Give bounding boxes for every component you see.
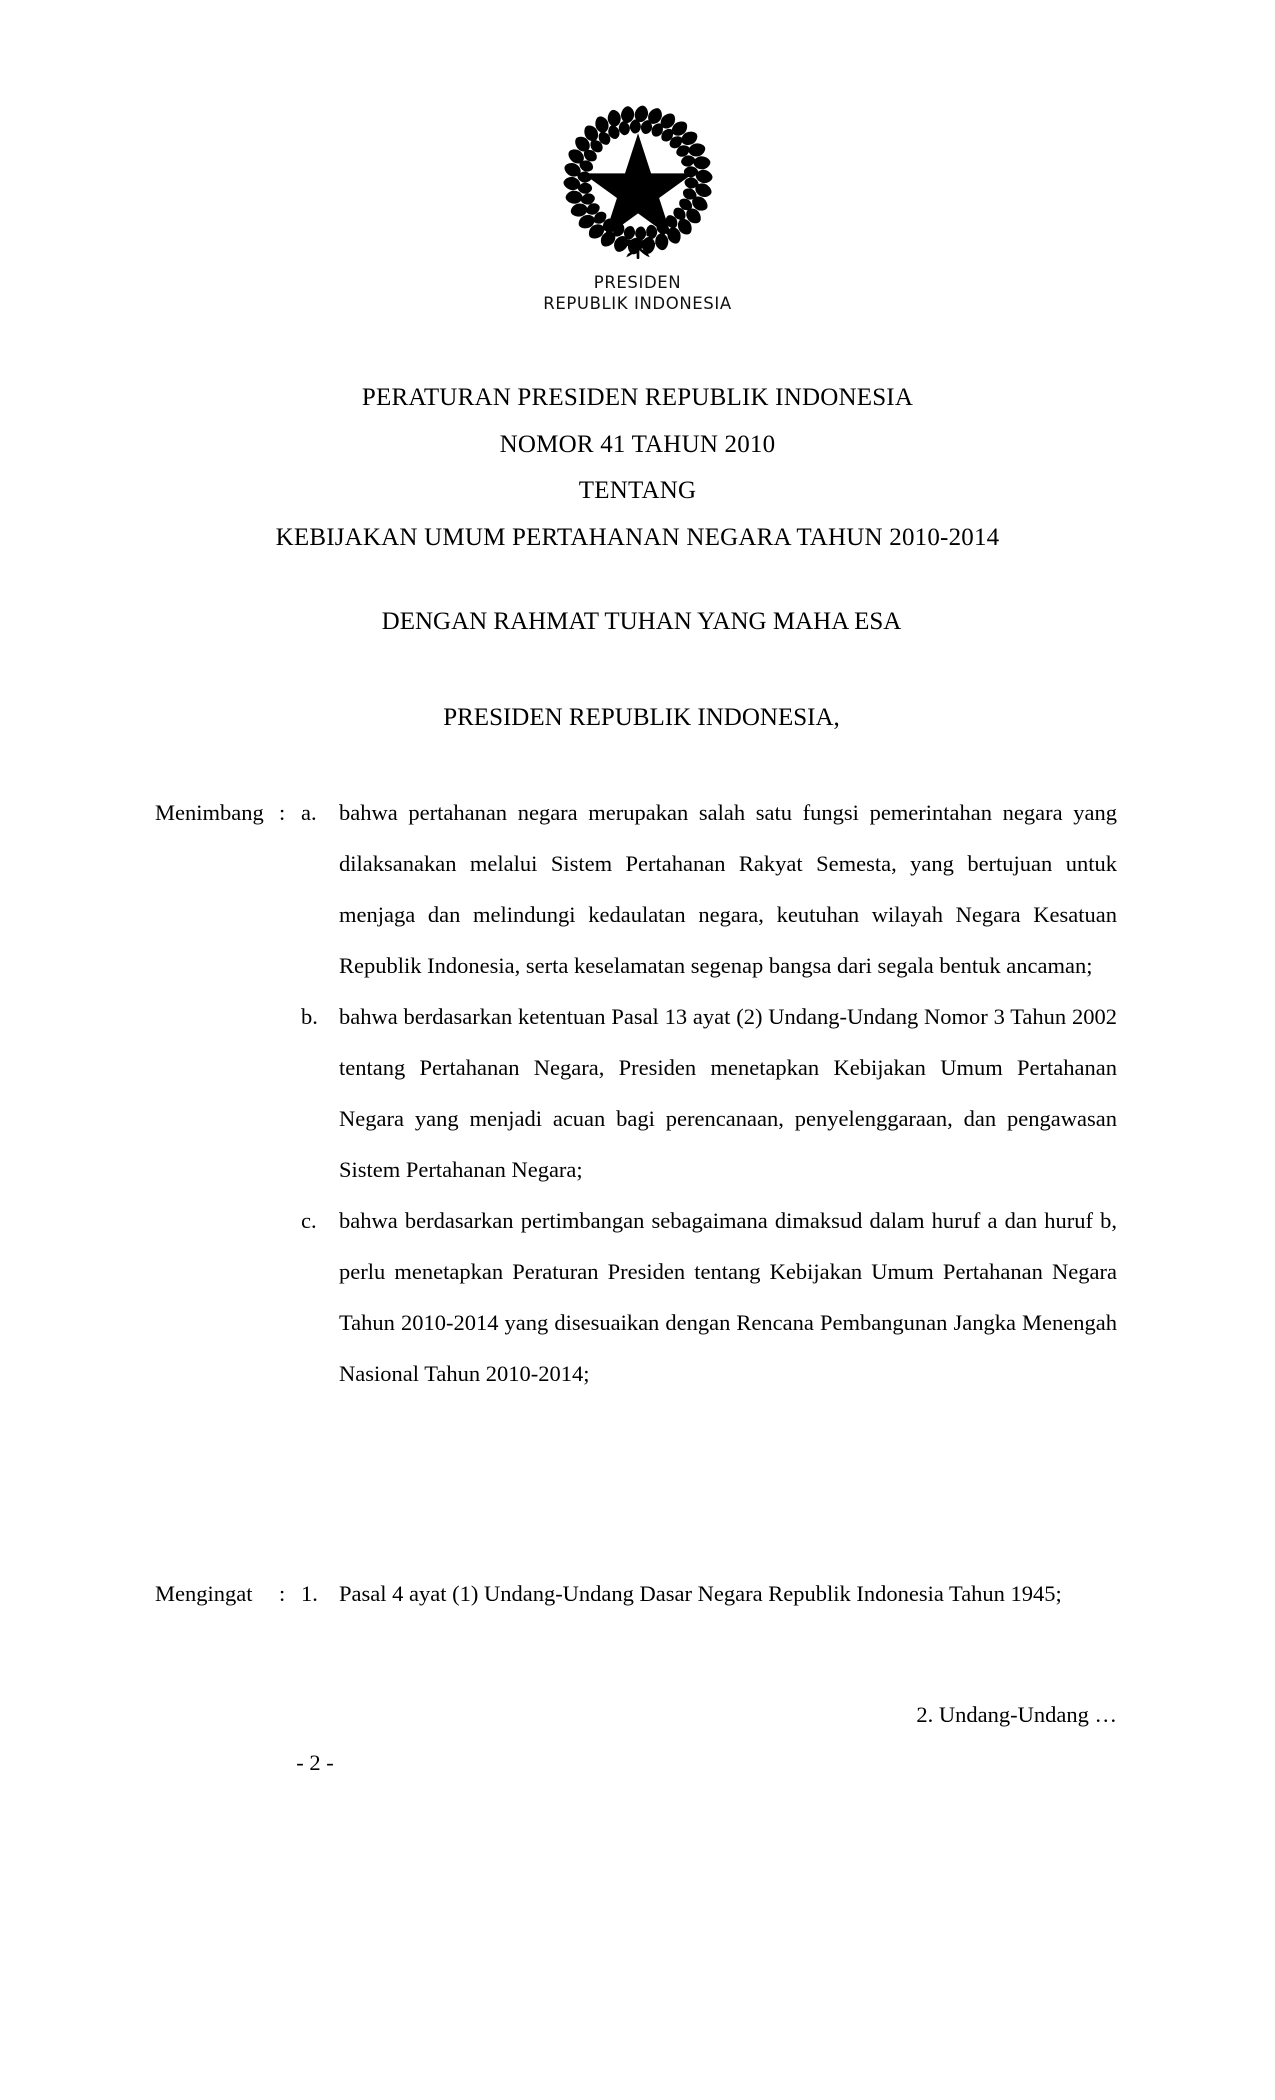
menimbang-item-a [155, 787, 1117, 991]
letterhead-line-presiden: PRESIDEN [593, 273, 682, 292]
letterhead-caption [0, 272, 1275, 314]
mengingat-text-1: Pasal 4 ayat (1) Undang-Undang Dasar Negara Republik Indonesia Tahun 1945; [339, 1581, 1062, 1606]
menimbang-label: Menimbang [155, 800, 264, 825]
mengingat-colon: : [279, 1581, 286, 1606]
title-subject: KEBIJAKAN UMUM PERTAHANAN NEGARA TAHUN 2010-2014 [275, 523, 1000, 551]
mengingat-label: Mengingat [155, 1581, 253, 1606]
menimbang-colon: : [279, 800, 286, 825]
mengingat-section [155, 1568, 1117, 1619]
menimbang-marker-a: a. [301, 800, 317, 825]
menimbang-item-c [301, 1195, 1117, 1399]
title-regulation-type: PERATURAN PRESIDEN REPUBLIK INDONESIA [361, 384, 914, 411]
menimbang-text-c: bahwa berdasarkan pertimbangan sebagaimana dimaksud dalam huruf a dan huruf b, perlu menetapkan Peraturan Presiden tentang Kebijakan Umum Pertahanan Negara Tahun 2010-2014 yang disesuaikan dengan Rencana Pembangunan Jangka Menengah Nasional Tahun 2010-2014; [339, 1208, 1117, 1386]
letterhead [0, 96, 1275, 314]
invocation-blessing: DENGAN RAHMAT TUHAN YANG MAHA ESA [381, 608, 902, 635]
title-about-label: TENTANG [578, 477, 697, 504]
invocation-block [0, 605, 1275, 735]
menimbang-item-b [301, 991, 1117, 1195]
letterhead-line-republik-indonesia: REPUBLIK INDONESIA [543, 294, 732, 313]
menimbang-marker-b: b. [301, 1004, 318, 1029]
title-number-year: NOMOR 41 TAHUN 2010 [499, 430, 776, 458]
page-number-text: - 2 - [296, 1750, 334, 1775]
continuation-note: 2. Undang-Undang … [916, 1702, 1117, 1727]
mengingat-item-1 [155, 1568, 1117, 1619]
presidential-seal-icon [554, 96, 722, 264]
menimbang-section [155, 787, 1117, 1399]
menimbang-text-b: bahwa berdasarkan ketentuan Pasal 13 ayat (2) Undang-Undang Nomor 3 Tahun 2002 tentang Pertahanan Negara, Presiden menetapkan Kebijakan Umum Pertahanan Negara yang menjadi acuan bagi perencanaan, penyelenggaraan, dan pengawasan Sistem Pertahanan Negara; [339, 1004, 1117, 1182]
menimbang-text-a: bahwa pertahanan negara merupakan salah satu fungsi pemerintahan negara yang dilaksanakan melalui Sistem Pertahanan Rakyat Semesta, yang bertujuan untuk menjaga dan melindungi kedaulatan negara, keutuhan wilayah Negara Kesatuan Republik Indonesia, serta keselamatan segenap bangsa dari segala bentuk ancaman; [339, 800, 1117, 978]
menimbang-marker-c: c. [301, 1208, 317, 1233]
invocation-authority: PRESIDEN REPUBLIK INDONESIA, [443, 704, 840, 731]
document-title-block [0, 375, 1275, 561]
mengingat-marker-1: 1. [301, 1581, 318, 1606]
page-number [0, 1748, 1275, 1778]
